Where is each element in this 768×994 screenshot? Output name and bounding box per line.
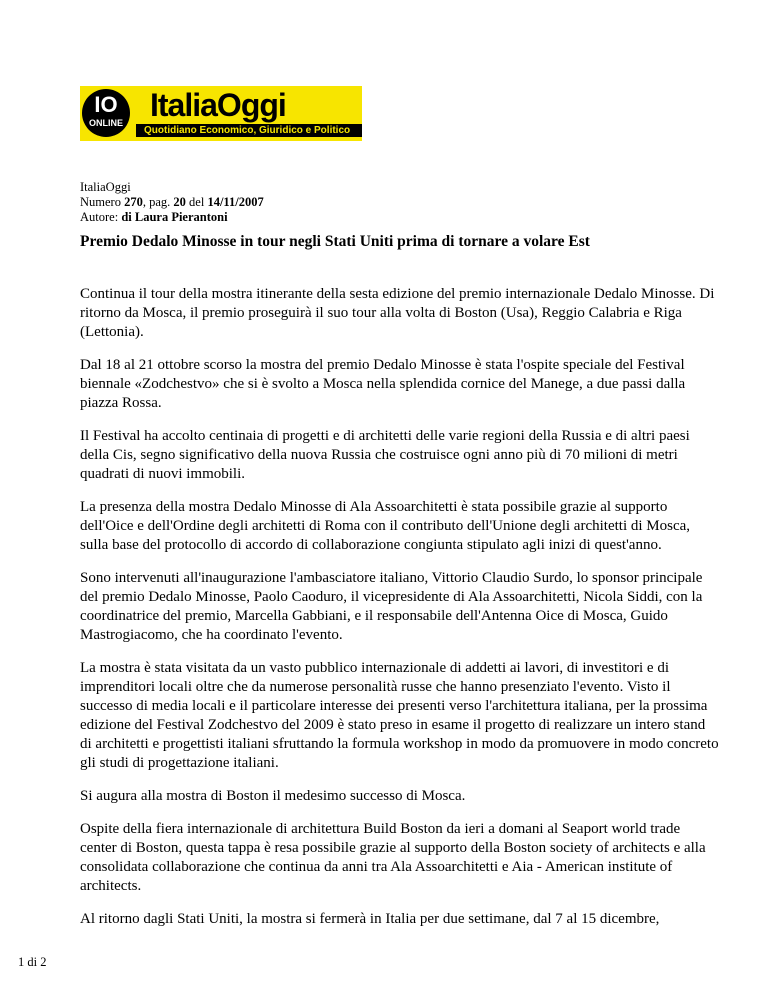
article-paragraph: Dal 18 al 21 ottobre scorso la mostra del premio Dedalo Minosse è stata l'ospite speciale del Festival biennale «Zodchestvo» che si è svolto a Mosca nella splendida cornice del Manege, a due passi dalla piazza Rossa. [80,357,686,411]
article-paragraph: Il Festival ha accolto centinaia di progetti e di architetti delle varie regioni della Russia e di altri paesi della Cis, segno significativo della nuova Russia che costruisce ogni anno più di 70 milioni di metri quadrati di nuovi immobili. [80,428,690,482]
article-meta [80,180,264,225]
article-body [80,285,720,943]
article-paragraph: Continua il tour della mostra itinerante della sesta edizione del premio internazionale Dedalo Minosse. Di ritorno da Mosca, il premio proseguirà il suo tour alla volta di Boston (Usa), Reggio Calabria e Riga (Lettonia). [80,286,715,340]
article-paragraph: Al ritorno dagli Stati Uniti, la mostra si fermerà in Italia per due settimane, dal 7 al 15 dicembre, [80,911,660,927]
online-badge-text: ONLINE [88,118,123,128]
io-badge-text: IO [94,92,118,117]
io-online-badge [82,89,130,137]
meta-numero: 270 [124,195,143,209]
italiaoggi-logo [80,86,362,141]
article-paragraph: Ospite della fiera internazionale di architettura Build Boston da ieri a domani al Seaport world trade center di Boston, questa tappa è resa possibile grazie al supporto della Boston society of architects e alla consolidata collaborazione che continua da anni tra Ala Assoarchitetti e Aia - American institute of architects. [80,821,706,894]
meta-pag: 20 [173,195,186,209]
meta-source: ItaliaOggi [80,180,131,194]
article-paragraph: La mostra è stata visitata da un vasto pubblico internazionale di addetti ai lavori, di investitori e di imprenditori locali oltre che da numerose personalità russe che hanno presenziato l'evento. Visto il successo di media locali e il particolare interesse dei presenti verso l'architettura italiana, per la prossima edizione del Festival Zodchestvo del 2009 è stato preso in esame il progetto di realizzare un intero stand di architetti e progettisti italiani sfruttando la formula workshop in modo da promuovere in modo concreto gli studi di progettazione italiani. [80,660,719,771]
article-paragraph: La presenza della mostra Dedalo Minosse di Ala Assoarchitetti è stata possibile grazie al supporto dell'Oice e dell'Ordine degli architetti di Roma con il contributo dell'Unione degli architetti di Mosca, sulla base del protocollo di accordo di collaborazione congiunta stipulato agli inizi di quest'anno. [80,499,691,553]
meta-issue-line [80,195,264,210]
meta-del-label: del [189,195,205,209]
meta-date: 14/11/2007 [207,195,264,209]
article-title: Premio Dedalo Minosse in tour negli Stati Uniti prima di tornare a volare Est [80,233,590,250]
logo-wordmark: ItaliaOggi [150,87,286,123]
logo-tagline: Quotidiano Economico, Giuridico e Politico [144,125,351,136]
meta-pag-label: , pag. [142,195,171,209]
article-paragraph: Sono intervenuti all'inaugurazione l'ambasciatore italiano, Vittorio Claudio Surdo, lo sponsor principale del premio Dedalo Minosse, Paolo Caoduro, il vicepresidente di Ala Assoarchitetti, Nicola Siddi, con la coordinatrice del premio, Marcella Gabbiani, e il responsabile dell'Antenna Oice di Mosca, Guido Mastrogiacomo, che ha coordinato l'evento. [80,570,703,643]
meta-numero-label: Numero [80,195,121,209]
meta-autore-label: Autore: [80,210,119,224]
article-paragraph: Si augura alla mostra di Boston il medesimo successo di Mosca. [80,788,466,804]
page-indicator: 1 di 2 [18,955,47,969]
meta-autore: di Laura Pierantoni [121,210,228,224]
meta-author-line [80,210,264,225]
